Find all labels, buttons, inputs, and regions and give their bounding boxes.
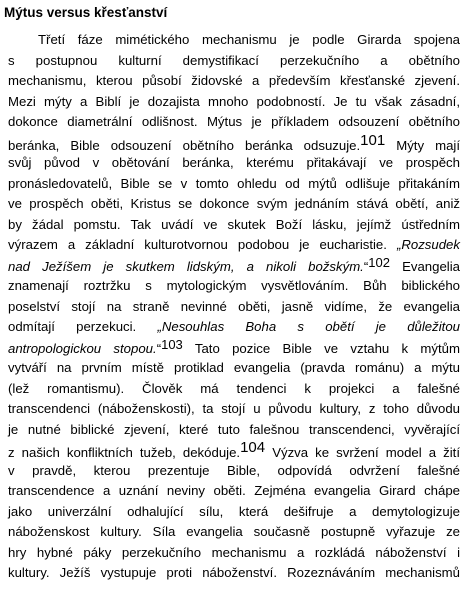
text-line bbox=[8, 318, 460, 336]
text-line bbox=[8, 175, 460, 193]
text-line bbox=[8, 462, 460, 480]
text-line bbox=[8, 52, 460, 70]
text-line bbox=[8, 236, 460, 254]
text-run: pronásledovatelů, Bible se v tomto ohledu od mýtů odlišuje přitakáním bbox=[8, 175, 460, 191]
text-run: v pravdě, kterou prezentuje Bible, odpovídá odvržení falešné bbox=[8, 462, 460, 478]
text-run: z našich konfliktních tužeb, dekóduje. bbox=[8, 445, 241, 460]
text-line bbox=[8, 72, 460, 90]
text-run: ve prospěch oběti, Kristus se dokonce svým jednáním stává obětí, aniž bbox=[8, 196, 460, 211]
text-line bbox=[38, 31, 460, 49]
text-run: znamenají roztržku s mytologickým vysvětlováním. Bůh biblického bbox=[8, 278, 460, 293]
text-run: dokonce diametrální odlišnost. Mýtus je příkladem odsouzení obětního bbox=[8, 114, 460, 129]
text-run: poselství stojí na straně nevinné oběti, jasně vidíme, že evangelia bbox=[8, 298, 460, 314]
text-line bbox=[8, 421, 460, 439]
text-line bbox=[8, 503, 460, 521]
text-run: by žádal pomstu. Tak uvádí ve skutek Boží lásku, jejímž ústředním bbox=[8, 216, 460, 232]
text-line bbox=[8, 400, 460, 418]
text-run: Mýty mají bbox=[385, 137, 460, 153]
text-run: (lež romantismu). Člověk má tendenci k projekci a falešné bbox=[8, 380, 460, 396]
text-run: Evangelia bbox=[389, 258, 460, 274]
text-line bbox=[8, 482, 460, 500]
text-line bbox=[8, 380, 460, 398]
text-run: Výzva ke svržení model a žití bbox=[265, 445, 460, 460]
text-run: jako univerzální odhalující sílu, která dešifruje a demytologizuje bbox=[8, 503, 460, 519]
text-run: beránka, Bible odsouzení obětního beránka odsuzuje. bbox=[8, 137, 361, 153]
text-run: Mezi mýty a Biblí je dozajista mnoho podobností. Je tu však zásadní, bbox=[8, 93, 460, 109]
quote-text: „Nesouhlas Boha s obětí je důležitou bbox=[157, 319, 460, 334]
quote-text: nad Ježíšem je skutkem lidským, a nikoli božským. bbox=[8, 258, 364, 274]
text-line bbox=[8, 359, 460, 377]
text-run: náboženskost kultury. Síla evangelia současně postupně vyřazuje ze bbox=[8, 524, 460, 539]
text-line bbox=[8, 195, 460, 213]
text-run: transcendenci (náboženskosti), ta stojí u původu kultury, z toho důvodu bbox=[8, 401, 460, 416]
text-line bbox=[8, 523, 460, 541]
text-run: kultury. Ježíš vystupuje proti náboženství. Rozeznáváním mechanismů bbox=[8, 565, 460, 580]
text-run: Třetí fáze mimétického mechanismu je podle Girarda spojena bbox=[38, 32, 460, 47]
text-line bbox=[8, 131, 460, 155]
text-line bbox=[8, 254, 460, 276]
text-run: “ bbox=[156, 340, 162, 356]
text-run: Tato pozice Bible ve vztahu k mýtům bbox=[182, 340, 460, 356]
quote-text: „Rozsudek bbox=[396, 237, 460, 252]
text-run: s postupnou kulturní demystifikací perzekučního a obětního bbox=[8, 52, 460, 68]
footnote-ref: 103 bbox=[161, 336, 183, 352]
footnote-ref: 104 bbox=[240, 439, 266, 456]
text-line bbox=[8, 564, 460, 582]
text-line bbox=[8, 544, 460, 562]
text-line bbox=[8, 277, 460, 295]
text-line bbox=[8, 113, 460, 131]
text-run: “ bbox=[363, 258, 369, 274]
text-run: vytváří na prvním místě protiklad evangelia (pravda románu) a mýtu bbox=[8, 360, 460, 375]
text-line bbox=[8, 298, 460, 316]
text-line bbox=[8, 336, 460, 358]
text-run: mechanismu, kterou působí židovské a především křesťanské zjevení. bbox=[8, 73, 460, 88]
text-line bbox=[8, 216, 460, 234]
text-line bbox=[8, 93, 460, 111]
text-run: svůj původ v obětování beránka, kterému přitakávají ve prospěch bbox=[8, 155, 460, 170]
text-run: odmítají perzekuci. bbox=[8, 319, 158, 334]
footnote-ref: 101 bbox=[360, 131, 386, 149]
text-run: výrazem a základní kulturotvornou podobou je eucharistie. bbox=[8, 237, 397, 252]
section-heading: Mýtus versus křesťanství bbox=[4, 5, 168, 20]
quote-text: antropologickou stopou. bbox=[8, 340, 157, 356]
text-line bbox=[8, 154, 460, 172]
text-run: transcendence a uznání neviny oběti. Zejména evangelia Girard chápe bbox=[8, 483, 460, 498]
text-run: je nutné biblické zjevení, které tuto falešnou transcendenci, vyvěrající bbox=[8, 421, 460, 437]
text-run: hry hybné páky perzekučního mechanismu a rozkládá náboženství i bbox=[8, 544, 460, 560]
text-line bbox=[8, 439, 460, 462]
footnote-ref: 102 bbox=[368, 254, 390, 270]
